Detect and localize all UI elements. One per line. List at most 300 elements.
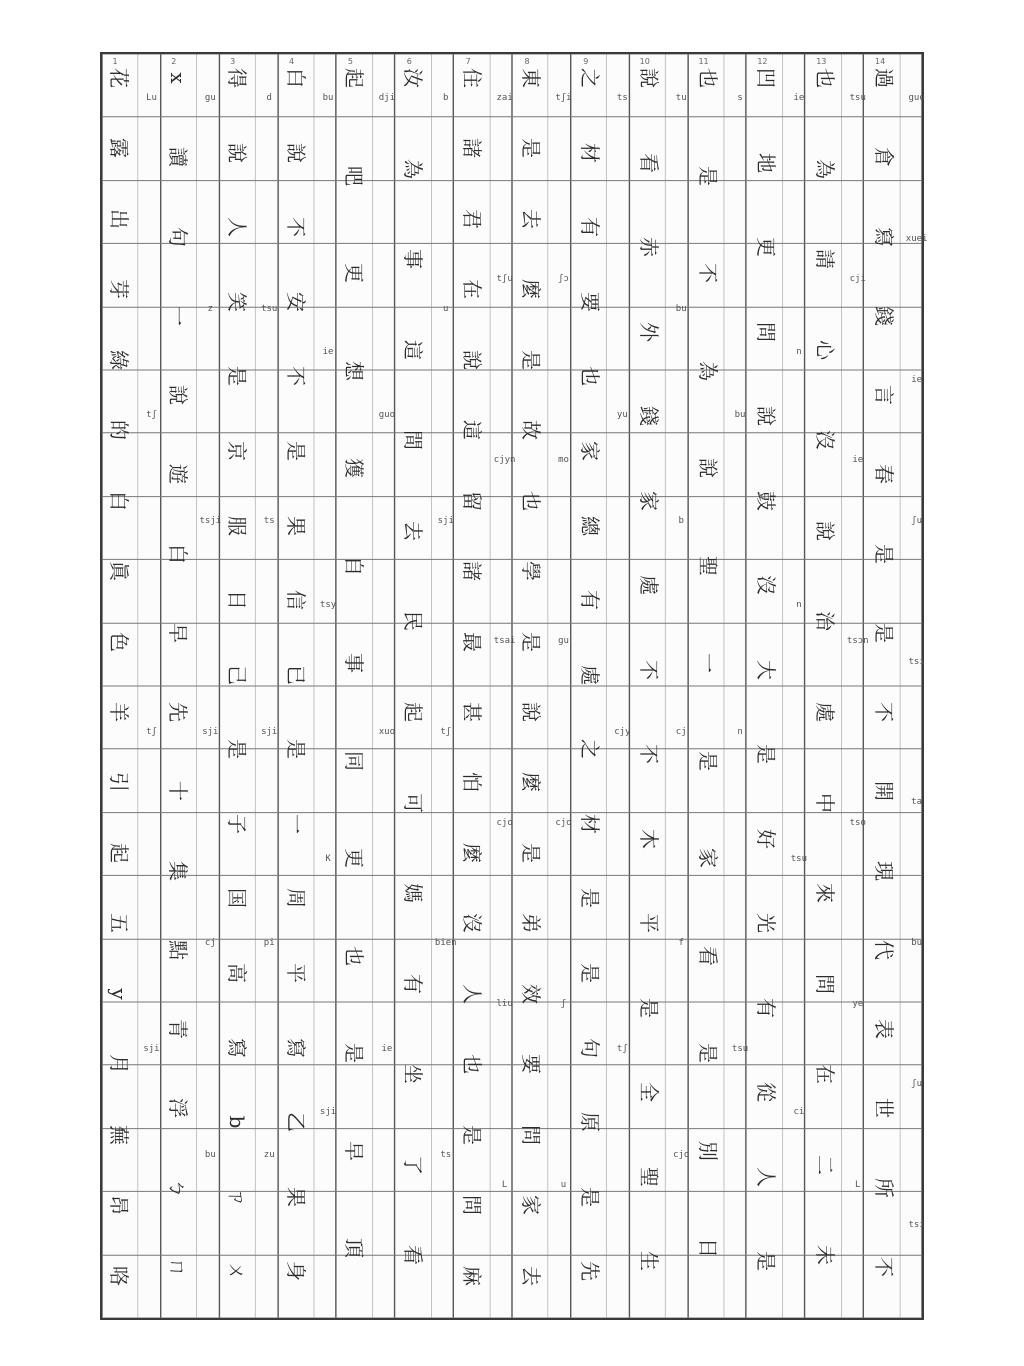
manuscript-character: 是 xyxy=(754,744,779,765)
manuscript-character: 京 xyxy=(224,440,249,461)
manuscript-character: 原 xyxy=(577,1112,602,1133)
manuscript-character: 麼 xyxy=(460,842,485,863)
manuscript-character: 家 xyxy=(695,848,720,869)
manuscript-character: 同 xyxy=(342,750,367,771)
manuscript-character: 甚 xyxy=(460,702,485,722)
phonetic-note: L xyxy=(501,1179,508,1190)
phonetic-note: bu xyxy=(204,1149,216,1160)
manuscript-character: ㄇ xyxy=(165,1256,190,1277)
phonetic-note: tso xyxy=(849,817,866,828)
manuscript-character: 處 xyxy=(636,575,661,596)
manuscript-character: 是 xyxy=(342,1043,367,1064)
manuscript-character: 要 xyxy=(577,291,602,312)
phonetic-note: liu xyxy=(496,998,513,1009)
manuscript-character: ㄅ xyxy=(165,1177,190,1198)
phonetic-note: mo xyxy=(558,455,569,466)
phonetic-note: cjo xyxy=(496,817,513,828)
phonetic-note: Lu xyxy=(146,93,157,103)
phonetic-note: tsai xyxy=(493,636,516,647)
manuscript-character: 平 xyxy=(283,963,308,984)
manuscript-character: 引 xyxy=(107,772,131,793)
manuscript-character: 媽 xyxy=(401,883,426,904)
phonetic-note: u xyxy=(560,1179,567,1190)
manuscript-character: 說 xyxy=(695,458,720,479)
phonetic-note: guo xyxy=(378,410,396,420)
manuscript-character: 周 xyxy=(283,888,308,909)
manuscript-character: 中 xyxy=(813,792,838,813)
manuscript-character: 国 xyxy=(224,888,249,909)
manuscript-character: 之 xyxy=(577,739,602,760)
manuscript-character: 有 xyxy=(401,973,426,994)
manuscript-character: 白 xyxy=(283,68,308,88)
phonetic-note: ta xyxy=(911,797,923,808)
manuscript-character: 獲 xyxy=(342,458,367,479)
manuscript-character: b xyxy=(224,1115,249,1129)
manuscript-character: 笑 xyxy=(224,291,249,312)
manuscript-character: 想 xyxy=(342,360,367,381)
manuscript-character: 有 xyxy=(577,590,602,611)
manuscript-character: 安 xyxy=(283,291,308,312)
phonetic-note: n xyxy=(737,727,743,737)
manuscript-character: 君 xyxy=(460,208,485,229)
manuscript-character: 人 xyxy=(224,217,249,238)
phonetic-note: tsu xyxy=(261,304,278,315)
manuscript-character: 說 xyxy=(283,142,308,163)
manuscript-character: 去 xyxy=(519,1265,543,1286)
manuscript-character: 二 xyxy=(813,1154,838,1175)
manuscript-character: 地 xyxy=(754,152,779,173)
manuscript-character: 看 xyxy=(636,152,661,173)
manuscript-character: 家 xyxy=(636,490,661,511)
phonetic-note: b xyxy=(443,93,449,103)
phonetic-note: ts xyxy=(440,1149,452,1160)
manuscript-character: 咯 xyxy=(107,1265,131,1286)
manuscript-character: 間 xyxy=(401,430,426,451)
phonetic-note: cji xyxy=(849,274,866,285)
phonetic-note: bu xyxy=(734,410,746,420)
phonetic-note: pi xyxy=(263,938,275,949)
manuscript-character: 問 xyxy=(813,973,838,994)
manuscript-character: 沒 xyxy=(460,913,485,934)
manuscript-character: 倉 xyxy=(872,147,897,168)
phonetic-note: tʃ xyxy=(146,727,157,737)
manuscript-character: 子 xyxy=(224,813,249,834)
manuscript-character: 先 xyxy=(165,702,190,722)
manuscript-character: 信 xyxy=(283,590,308,611)
manuscript-character: 是 xyxy=(872,543,897,564)
phonetic-note: tsu xyxy=(849,93,866,103)
phonetic-note: ʃ xyxy=(560,998,567,1009)
manuscript-character: 有 xyxy=(754,997,779,1018)
manuscript-character: 說 xyxy=(165,385,190,405)
phonetic-note: tsi xyxy=(908,1220,925,1231)
manuscript-character: 問 xyxy=(519,1124,543,1145)
manuscript-character: 點 xyxy=(165,939,190,960)
manuscript-character: 也 xyxy=(695,68,720,88)
phonetic-note: tsɔn xyxy=(846,636,869,647)
manuscript-character: 聖 xyxy=(695,555,720,576)
manuscript-character: 起 xyxy=(342,68,367,88)
manuscript-character: 綠 xyxy=(107,349,131,370)
manuscript-character: 浮 xyxy=(165,1098,190,1119)
manuscript-character: 已 xyxy=(283,664,308,685)
row-number: 10 xyxy=(639,57,650,66)
phonetic-note: ci xyxy=(793,1107,805,1118)
manuscript-character: 更 xyxy=(342,263,367,284)
manuscript-character: 為 xyxy=(695,360,720,381)
manuscript-character: 是 xyxy=(519,631,543,652)
row-number: 1 xyxy=(112,57,118,66)
manuscript-character: 凹 xyxy=(754,68,779,88)
row-number: 12 xyxy=(757,57,768,66)
row-number: 7 xyxy=(465,57,471,66)
phonetic-note: gu xyxy=(204,93,216,103)
manuscript-character: 開 xyxy=(872,781,897,802)
manuscript-character: 光 xyxy=(754,913,779,934)
manuscript-character: 一 xyxy=(283,813,308,834)
manuscript-character: 不 xyxy=(283,366,308,387)
phonetic-note: ie xyxy=(322,346,334,357)
manuscript-character: 材 xyxy=(577,142,602,163)
manuscript-character: 說 xyxy=(813,520,838,541)
phonetic-note: yu xyxy=(616,410,628,420)
manuscript-character: ㄗ xyxy=(224,1186,249,1207)
manuscript-character: 也 xyxy=(519,490,543,511)
phonetic-note: n xyxy=(796,600,802,611)
manuscript-character: 是 xyxy=(872,622,897,643)
manuscript-character: 之 xyxy=(577,68,602,88)
phonetic-note: sji xyxy=(261,727,278,737)
manuscript-character: 這 xyxy=(460,420,485,441)
phonetic-note: K xyxy=(325,853,331,864)
phonetic-note: ʃu xyxy=(911,1079,923,1090)
manuscript-character: 色 xyxy=(107,631,131,652)
manuscript-character: 花 xyxy=(107,68,131,88)
manuscript-character: 從 xyxy=(754,1082,779,1103)
manuscript-character: 不 xyxy=(283,217,308,238)
phonetic-note: cjyn xyxy=(493,455,516,466)
manuscript-character: 是 xyxy=(224,739,249,760)
manuscript-character: 留 xyxy=(460,490,485,511)
phonetic-note: tsi xyxy=(908,656,925,667)
manuscript-character: 沒 xyxy=(754,575,779,596)
manuscript-character: 住 xyxy=(460,68,485,88)
manuscript-character: 弟 xyxy=(519,913,543,934)
manuscript-character: 不 xyxy=(636,659,661,680)
manuscript-character: 一 xyxy=(695,653,720,674)
manuscript-character: 家 xyxy=(577,440,602,461)
manuscript-character: 先 xyxy=(577,1261,602,1282)
manuscript-character: y xyxy=(107,988,131,1000)
manuscript-character: 說 xyxy=(636,68,661,88)
phonetic-note: f xyxy=(678,938,684,949)
manuscript-character: 錢 xyxy=(872,305,897,326)
manuscript-character: 是 xyxy=(577,888,602,909)
manuscript-character: 怕 xyxy=(460,772,485,793)
manuscript-character: 蕪 xyxy=(107,1124,131,1145)
manuscript-character: 要 xyxy=(519,1054,543,1075)
manuscript-character: 處 xyxy=(813,702,838,722)
manuscript-character: 身 xyxy=(283,1261,308,1282)
manuscript-character: 為 xyxy=(813,158,838,179)
manuscript-character: 問 xyxy=(460,1195,485,1216)
phonetic-note: ye xyxy=(852,998,864,1009)
manuscript-character: 心 xyxy=(813,339,838,360)
phonetic-note: z xyxy=(207,304,214,315)
phonetic-note: xuo xyxy=(378,727,396,737)
manuscript-character: 表 xyxy=(872,1019,897,1039)
phonetic-note: tu xyxy=(675,93,687,103)
manuscript-character: 聖 xyxy=(636,1166,661,1187)
manuscript-character: 看 xyxy=(695,945,720,966)
manuscript-character: 出 xyxy=(107,208,131,229)
manuscript-character: 平 xyxy=(636,913,661,934)
manuscript-character: 了 xyxy=(401,1154,426,1175)
phonetic-note: bu xyxy=(322,93,334,103)
manuscript-character: 寫 xyxy=(283,1037,308,1058)
manuscript-character: 己 xyxy=(224,664,249,685)
row-number: 5 xyxy=(347,57,353,66)
manuscript-character: 寫 xyxy=(872,226,897,247)
manuscript-character: 是 xyxy=(695,165,720,186)
manuscript-character: 白 xyxy=(165,543,190,564)
manuscript-character: x xyxy=(165,72,190,84)
manuscript-character: 也 xyxy=(460,1054,485,1075)
manuscript-character: 是 xyxy=(695,1043,720,1064)
phonetic-note: gu xyxy=(558,636,569,647)
manuscript-character: 家 xyxy=(519,1195,543,1216)
manuscript-character: 果 xyxy=(283,515,308,536)
manuscript-character: 五 xyxy=(107,913,131,934)
manuscript-character: 果 xyxy=(283,1186,308,1207)
manuscript-character: 的 xyxy=(107,420,131,441)
manuscript-character: 總 xyxy=(577,515,602,536)
manuscript-character: 學 xyxy=(519,561,543,582)
manuscript-character: 材 xyxy=(577,813,602,834)
manuscript-character: 白 xyxy=(107,490,131,511)
manuscript-character: 東 xyxy=(519,68,543,88)
manuscript-character: 大 xyxy=(754,659,779,680)
phonetic-note: ie xyxy=(911,374,923,385)
phonetic-note: tsji xyxy=(199,515,222,526)
manuscript-character: ㄨ xyxy=(224,1261,249,1282)
manuscript-character: 治 xyxy=(813,611,838,632)
manuscript-character: 去 xyxy=(519,208,543,229)
manuscript-character: 不 xyxy=(872,702,897,722)
manuscript-character: 沒 xyxy=(813,430,838,451)
manuscript-character: 是 xyxy=(283,440,308,461)
manuscript-character: 過 xyxy=(872,68,897,88)
manuscript-character: 早 xyxy=(165,622,190,643)
phonetic-note: ʃɔ xyxy=(558,274,569,285)
manuscript-character: 十 xyxy=(165,781,190,802)
manuscript-character: 未 xyxy=(813,1245,838,1266)
phonetic-note: xuei xyxy=(905,233,928,244)
row-number: 8 xyxy=(524,57,530,66)
phonetic-note: sji xyxy=(143,1044,160,1054)
row-number: 4 xyxy=(289,57,295,66)
manuscript-character: 生 xyxy=(636,1251,661,1272)
manuscript-character: 效 xyxy=(519,983,543,1004)
manuscript-character: 鼓 xyxy=(754,490,779,511)
phonetic-note: d xyxy=(266,93,272,103)
phonetic-note: ʃu xyxy=(911,515,923,526)
phonetic-note: s xyxy=(737,93,743,103)
manuscript-character: 木 xyxy=(636,828,661,849)
manuscript-character: 更 xyxy=(342,848,367,869)
phonetic-note: tsu xyxy=(790,853,808,864)
manuscript-character: 頂 xyxy=(342,1238,367,1259)
phonetic-note: L xyxy=(855,1179,861,1190)
manuscript-character: 羊 xyxy=(107,702,131,722)
phonetic-note: tsy xyxy=(319,600,337,611)
phonetic-note: sji xyxy=(319,1107,337,1118)
manuscript-character: 看 xyxy=(401,1245,426,1266)
manuscript-character: 是 xyxy=(519,349,543,370)
phonetic-note: cjo xyxy=(673,1149,690,1160)
manuscript-character: 言 xyxy=(872,385,897,405)
manuscript-character: 赤 xyxy=(636,237,661,258)
phonetic-note: cj xyxy=(204,938,216,949)
row-number: 3 xyxy=(230,57,236,66)
manuscript-character: 是 xyxy=(224,366,249,387)
manuscript-character: 眞 xyxy=(107,561,131,582)
manuscript-character: 讀 xyxy=(165,147,190,168)
phonetic-note: zu xyxy=(263,1149,275,1160)
phonetic-note: tʃ xyxy=(146,410,157,420)
phonetic-note: bien xyxy=(434,938,457,949)
phonetic-note: tsu xyxy=(731,1044,749,1054)
manuscript-character: 故 xyxy=(519,420,543,441)
manuscript-character: 不 xyxy=(695,263,720,284)
grid-lines xyxy=(102,54,922,1318)
manuscript-character: 請 xyxy=(813,249,838,270)
phonetic-note: ie xyxy=(381,1044,393,1054)
manuscript-character: 是 xyxy=(519,138,543,159)
manuscript-character: 是 xyxy=(519,842,543,863)
manuscript-character: 服 xyxy=(224,515,249,536)
manuscript-character: 事 xyxy=(401,249,426,270)
manuscript-character: 是 xyxy=(695,750,720,771)
manuscript-character: 是 xyxy=(460,1124,485,1145)
manuscript-character: 早 xyxy=(342,1140,367,1161)
manuscript-character: 世 xyxy=(872,1098,897,1119)
phonetic-note: cjy xyxy=(614,727,631,737)
manuscript-character: 所 xyxy=(872,1177,897,1198)
manuscript-character: 不 xyxy=(872,1256,897,1277)
manuscript-character: 坐 xyxy=(401,1064,426,1085)
phonetic-note: ie xyxy=(793,93,805,103)
manuscript-character: 露 xyxy=(107,138,131,159)
manuscript-character: 人 xyxy=(460,983,485,1004)
phonetic-note: b xyxy=(678,515,684,526)
phonetic-note: dji xyxy=(378,93,396,103)
manuscript-character: 寫 xyxy=(224,1037,249,1058)
manuscript-character: 起 xyxy=(107,842,131,863)
manuscript-character: 芽 xyxy=(107,279,131,300)
manuscript-character: 月 xyxy=(107,1054,131,1075)
manuscript-character: 一 xyxy=(165,305,190,326)
manuscript-character: 事 xyxy=(342,653,367,674)
manuscript-character: 日 xyxy=(695,1238,720,1259)
phonetic-note: ie xyxy=(852,455,864,466)
manuscript-character: 句 xyxy=(577,1037,602,1058)
phonetic-note: tʃu xyxy=(496,274,513,285)
row-number: 11 xyxy=(698,57,709,66)
manuscript-character: 吧 xyxy=(342,165,367,186)
manuscript-character: 是 xyxy=(283,739,308,760)
phonetic-note: zai xyxy=(496,93,513,103)
row-number: 9 xyxy=(583,57,589,66)
manuscript-character: 代 xyxy=(872,939,897,960)
manuscript-character: 去 xyxy=(401,520,426,541)
manuscript-character: 是 xyxy=(577,1186,602,1207)
manuscript-character: 昂 xyxy=(107,1195,131,1216)
manuscript-character: 在 xyxy=(460,279,485,300)
manuscript-character: 諸 xyxy=(460,561,485,582)
manuscript-character: 汝 xyxy=(401,68,426,88)
manuscript-character: 高 xyxy=(224,963,249,984)
phonetic-note: tʃi xyxy=(555,93,572,103)
manuscript-character: 全 xyxy=(636,1082,661,1103)
manuscript-character: 是 xyxy=(754,1251,779,1272)
manuscript-character: 是 xyxy=(577,963,602,984)
manuscript-character: 問 xyxy=(754,321,779,342)
manuscript-character: 句 xyxy=(165,226,190,247)
phonetic-note: ts xyxy=(263,515,275,526)
manuscript-sheet xyxy=(100,52,928,1320)
phonetic-note: sji xyxy=(202,727,219,737)
manuscript-character: 說 xyxy=(754,406,779,427)
manuscript-character: 日 xyxy=(224,590,249,611)
manuscript-character: 可 xyxy=(401,792,426,813)
manuscript-character: 乙 xyxy=(283,1112,308,1133)
manuscript-character: 集 xyxy=(165,860,190,881)
manuscript-character: 更 xyxy=(754,237,779,258)
phonetic-note: guo xyxy=(908,93,925,103)
manuscript-character: 諸 xyxy=(460,138,485,159)
phonetic-note: sji xyxy=(437,515,454,526)
manuscript-character: 麻 xyxy=(460,1265,485,1286)
manuscript-character: 現 xyxy=(872,860,897,881)
manuscript-character: 別 xyxy=(695,1140,720,1161)
manuscript-character: 春 xyxy=(872,464,897,485)
manuscript-character: 說 xyxy=(224,142,249,163)
manuscript-character: 說 xyxy=(460,349,485,370)
manuscript-character: 錢 xyxy=(636,406,661,427)
phonetic-note: bu xyxy=(675,304,687,315)
manuscript-character: 好 xyxy=(754,828,779,849)
manuscript-character: 也 xyxy=(813,68,838,88)
manuscript-character: 不 xyxy=(636,744,661,765)
manuscript-character: 也 xyxy=(577,366,602,387)
manuscript-character: 起 xyxy=(401,702,426,722)
manuscript-character: 這 xyxy=(401,339,426,360)
manuscript-character: 處 xyxy=(577,664,602,685)
row-number: 14 xyxy=(875,57,886,66)
phonetic-note: tʃ xyxy=(616,1044,628,1054)
phonetic-note: tʃ xyxy=(440,727,452,737)
manuscript-character: 來 xyxy=(813,883,838,904)
manuscript-character: 民 xyxy=(401,611,426,632)
manuscript-character: 為 xyxy=(401,158,426,179)
manuscript-character: 遊 xyxy=(165,464,190,485)
row-number: 6 xyxy=(406,57,412,66)
phonetic-note: bu xyxy=(911,938,923,949)
manuscript-character: 是 xyxy=(636,997,661,1018)
row-number: 2 xyxy=(171,57,177,66)
manuscript-character: 自 xyxy=(342,555,367,576)
